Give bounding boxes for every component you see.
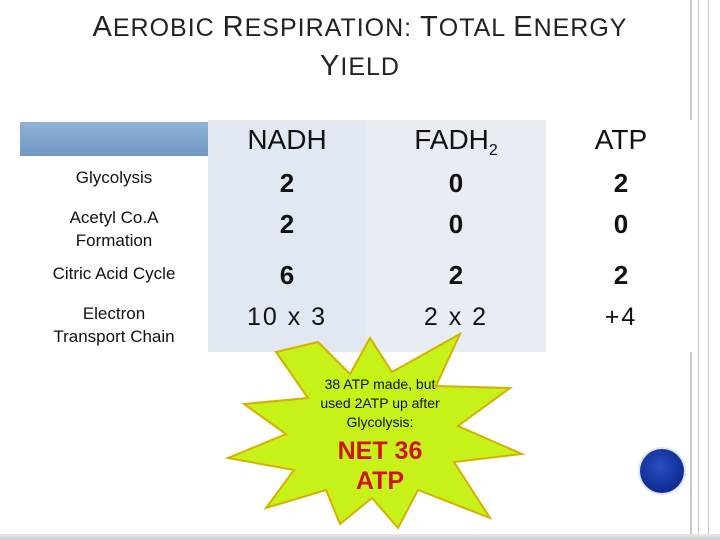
energy-yield-table xyxy=(20,120,696,352)
table-header-strip xyxy=(20,122,208,156)
slide-nav-circle-button[interactable] xyxy=(640,449,684,493)
row-label-etc: Electron Transport Chain xyxy=(53,304,175,346)
cell-etc-fadh2: 2 x 2 xyxy=(423,303,489,331)
row-label-glycolysis: Glycolysis xyxy=(75,168,153,187)
cell-acetyl-atp: 0 xyxy=(613,209,629,239)
slide-bottom-bar xyxy=(0,534,720,540)
cell-glycolysis-atp: 2 xyxy=(613,168,629,198)
cell-etc-atp: +4 xyxy=(604,303,638,331)
callout-text: 38 ATP made, but used 2ATP up after Glycolysis: xyxy=(320,376,440,430)
cell-glycolysis-nadh: 2 xyxy=(279,168,295,198)
cell-citric-fadh2: 2 xyxy=(448,260,464,290)
row-label-acetyl-coa: Acetyl Co.A Formation xyxy=(69,208,159,250)
cell-etc-nadh: 10 x 3 xyxy=(246,303,328,331)
row-label-citric-acid: Citric Acid Cycle xyxy=(52,264,176,283)
net-atp-label: NET 36 ATP xyxy=(337,437,423,495)
column-header-nadh: NADH xyxy=(247,124,327,155)
frame-line xyxy=(708,0,709,540)
column-header-atp: ATP xyxy=(594,124,648,155)
cell-acetyl-fadh2: 0 xyxy=(448,209,464,239)
slide-title: AEROBIC RESPIRATION: TOTAL ENERGY YIELD xyxy=(92,11,628,82)
cell-acetyl-nadh: 2 xyxy=(279,209,295,239)
cell-citric-atp: 2 xyxy=(613,260,629,290)
cell-glycolysis-fadh2: 0 xyxy=(448,168,464,198)
frame-line xyxy=(698,0,699,540)
cell-citric-nadh: 6 xyxy=(279,260,295,290)
column-header-fadh2: $FADH_2$ xyxy=(414,124,498,159)
